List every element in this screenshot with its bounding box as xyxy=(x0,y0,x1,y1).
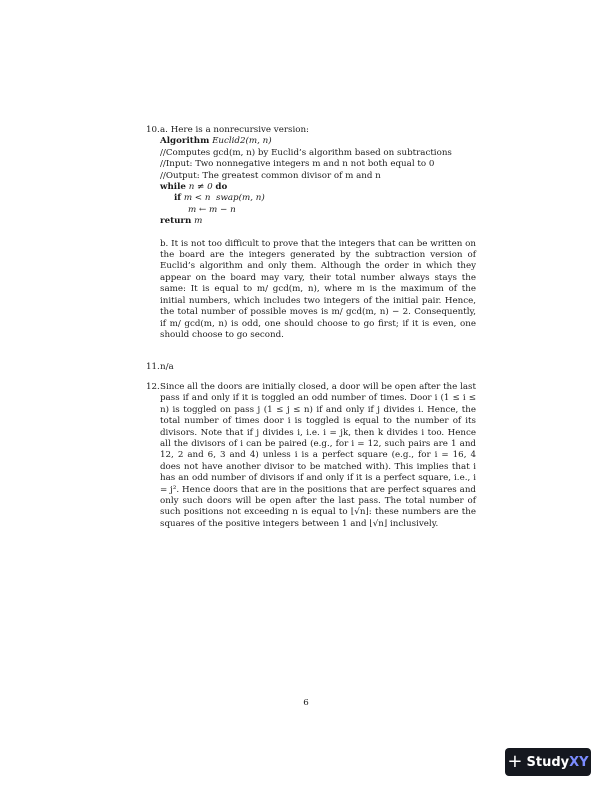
algorithm-if-line xyxy=(160,193,476,204)
plus-icon: + xyxy=(507,751,523,772)
answer-body xyxy=(160,125,476,341)
algorithm-name: Euclid2(m, n) xyxy=(212,136,272,147)
answer-text: Since all the doors are initially closed, a door will be open after the last pass if and only if it is toggled an odd number of times. Door i (1 ≤ i ≤ n) is toggled on pass j (1 ≤ j ≤ n) if and only if j divides i. Hence, the total number of times door i is toggled is equal to the number of its divisors. Note that if j divides i, i.e. i = jk, then k divides i too. Hence all the divisors of i can be paired (e.g., for i = 12, such pairs are 1 and 12, 2 and 6, 3 and 4) unless i is a perfect square (e.g., for i = 16, 4 does not have another divisor to be matched with). This implies that i has an odd number of divisors if and only if it is a perfect square, i.e., i = j². Hence doors that are in the positions that are perfect squares and only such doors will be open after the last pass. The total number of such positions not exceeding n is equal to ⌊√n⌋: these numbers are the squares of the positive integers between 1 and ⌊√n⌋ inclusively. xyxy=(160,382,476,529)
algorithm-block xyxy=(160,136,476,227)
answer-10 xyxy=(146,125,476,341)
studyxy-badge[interactable] xyxy=(505,748,591,776)
if-keyword: if xyxy=(174,193,182,204)
return-keyword: return xyxy=(160,216,192,227)
assign-statement: m ← m − n xyxy=(188,204,236,215)
algorithm-return-line xyxy=(160,216,476,227)
algorithm-header xyxy=(160,136,476,147)
while-keyword: while xyxy=(160,182,186,193)
answer-part-b: b. It is not too difficult to prove that the integers that can be written on the board are the integers generated by the subtraction version of Euclid’s algorithm and only them. Although the order in which they appear on the board may vary, their total number always stays the same: It is equal to m/ gcd(m, n), where m is the maximum of the initial numbers, which includes two integers of the initial pair. Hence, the total number of possible moves is m/ gcd(m, n) − 2. Consequently, if m/ gcd(m, n) is odd, one should choose to go first; if it is even, one should choose to go second. xyxy=(160,238,476,340)
do-keyword: do xyxy=(215,182,228,193)
answer-11 xyxy=(146,362,476,373)
answer-intro: a. Here is a nonrecursive version: xyxy=(160,125,309,135)
algorithm-assign-line xyxy=(160,205,476,216)
answer-body xyxy=(160,362,476,373)
return-value: m xyxy=(194,216,203,227)
answer-text: n/a xyxy=(160,362,174,372)
algorithm-while-line xyxy=(160,182,476,193)
answer-number: 12. xyxy=(146,382,160,392)
page-number: 6 xyxy=(303,698,309,708)
algorithm-comment: //Output: The greatest common divisor of m and n xyxy=(160,170,381,181)
if-condition: m < n xyxy=(183,193,211,204)
algorithm-keyword: Algorithm xyxy=(160,136,210,147)
answer-body xyxy=(160,382,476,530)
if-action: swap(m, n) xyxy=(215,193,265,204)
algorithm-comment: //Computes gcd(m, n) by Euclid’s algorithm based on subtractions xyxy=(160,147,452,158)
answer-number: 10. xyxy=(146,125,160,135)
answer-number: 11. xyxy=(146,362,160,372)
while-condition: n ≠ 0 xyxy=(188,182,213,193)
badge-suffix: XY xyxy=(569,754,589,770)
badge-prefix: Study xyxy=(526,754,570,770)
algorithm-comment: //Input: Two nonnegative integers m and n not both equal to 0 xyxy=(160,159,435,170)
answer-12 xyxy=(146,382,476,530)
